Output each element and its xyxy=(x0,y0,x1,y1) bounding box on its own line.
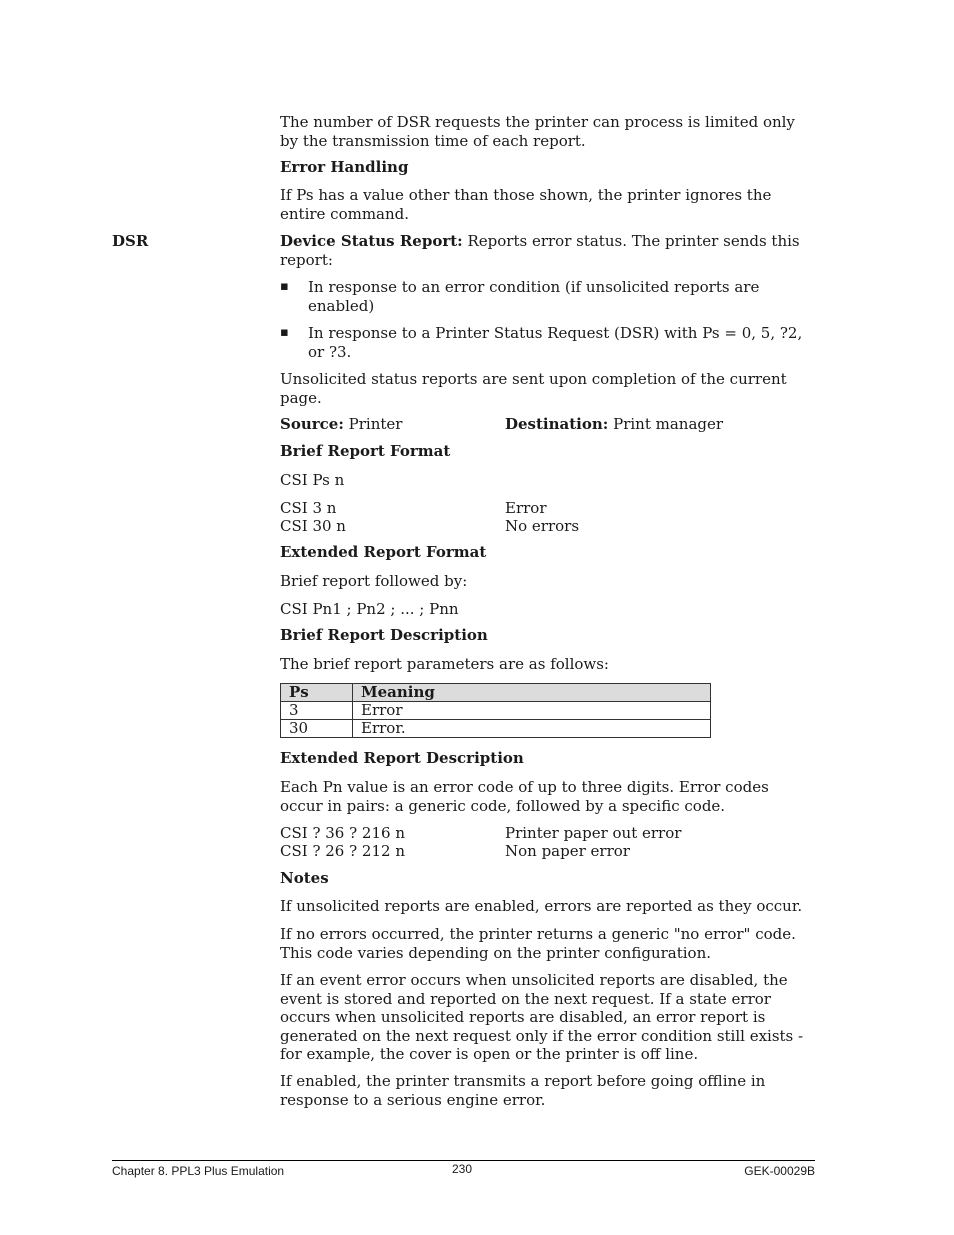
source-field xyxy=(280,415,402,434)
bullet-item: In response to an error condition (if unsolicited reports are enabled) xyxy=(308,278,760,315)
brief-format-heading: Brief Report Format xyxy=(280,442,451,460)
dsr-limit-paragraph: The number of DSR requests the printer can process is limited only by the transmission time of each report. xyxy=(280,113,795,150)
table-header-row xyxy=(281,684,711,702)
table-header-meaning: Meaning xyxy=(353,684,711,702)
table-row xyxy=(281,702,711,720)
brief-code-0: CSI 3 n xyxy=(280,499,337,517)
notes-paragraph: If enabled, the printer transmits a report before going offline in response to a serious engine error. xyxy=(280,1072,766,1109)
table-header-ps: Ps xyxy=(281,684,353,702)
destination-value: Print manager xyxy=(608,415,724,433)
brief-code-1: CSI 30 n xyxy=(280,517,346,535)
bullet-marker: ▪ xyxy=(280,325,289,340)
destination-label: Destination: xyxy=(505,415,609,433)
unsolicited-paragraph: Unsolicited status reports are sent upon completion of the current page. xyxy=(280,370,787,407)
extended-desc-1: Non paper error xyxy=(505,842,630,860)
brief-desc-0: Error xyxy=(505,499,547,517)
footer-page-number: 230 xyxy=(452,1162,473,1176)
footer-chapter: Chapter 8. PPL3 Plus Emulation xyxy=(112,1164,285,1178)
extended-format-syntax: CSI Pn1 ; Pn2 ; ... ; Pnn xyxy=(280,600,459,618)
table-cell-ps: 3 xyxy=(281,702,353,720)
extended-desc-0: Printer paper out error xyxy=(505,824,682,842)
extended-format-text: Brief report followed by: xyxy=(280,572,468,590)
source-value: Printer xyxy=(343,415,403,433)
bullet-marker: ▪ xyxy=(280,279,289,294)
table-row xyxy=(281,720,711,738)
extended-format-heading: Extended Report Format xyxy=(280,543,487,561)
footer-divider xyxy=(112,1160,815,1161)
dsr-title: Device Status Report: xyxy=(280,232,463,250)
table-cell-meaning: Error. xyxy=(353,720,711,738)
notes-heading: Notes xyxy=(280,869,329,887)
bullet-item: In response to a Printer Status Request (DSR) with Ps = 0, 5, ?2, or ?3. xyxy=(308,324,803,361)
notes-paragraph: If an event error occurs when unsolicited reports are disabled, the event is stored and reported on the next request. If a state error occurs when unsolicited reports are disabled, an error report is generated on the next request only if the error condition still exists - for example, the cover is open or the printer is off line. xyxy=(280,971,804,1063)
error-handling-heading: Error Handling xyxy=(280,158,409,176)
ps-meaning-table xyxy=(280,683,711,738)
extended-code-0: CSI ? 36 ? 216 n xyxy=(280,824,405,842)
footer-doc-id: GEK-00029B xyxy=(744,1164,815,1178)
brief-description-heading: Brief Report Description xyxy=(280,626,488,644)
dsr-side-label: DSR xyxy=(112,232,149,250)
source-label: Source: xyxy=(280,415,344,433)
extended-description-text: Each Pn value is an error code of up to three digits. Error codes occur in pairs: a generic code, followed by a specific code. xyxy=(280,778,769,815)
dsr-description xyxy=(280,232,815,269)
brief-desc-1: No errors xyxy=(505,517,580,535)
notes-paragraph: If no errors occurred, the printer returns a generic "no error" code. This code varies depending on the printer configuration. xyxy=(280,925,796,962)
extended-code-1: CSI ? 26 ? 212 n xyxy=(280,842,405,860)
extended-description-heading: Extended Report Description xyxy=(280,749,524,767)
table-cell-ps: 30 xyxy=(281,720,353,738)
destination-field xyxy=(505,415,723,434)
brief-description-text: The brief report parameters are as follows: xyxy=(280,655,609,673)
brief-format-syntax: CSI Ps n xyxy=(280,471,345,489)
table-cell-meaning: Error xyxy=(353,702,711,720)
error-handling-paragraph: If Ps has a value other than those shown, the printer ignores the entire command. xyxy=(280,186,772,223)
dsr-title-text: Reports error status. The printer sends this report: xyxy=(280,232,800,269)
notes-paragraph: If unsolicited reports are enabled, errors are reported as they occur. xyxy=(280,897,803,915)
